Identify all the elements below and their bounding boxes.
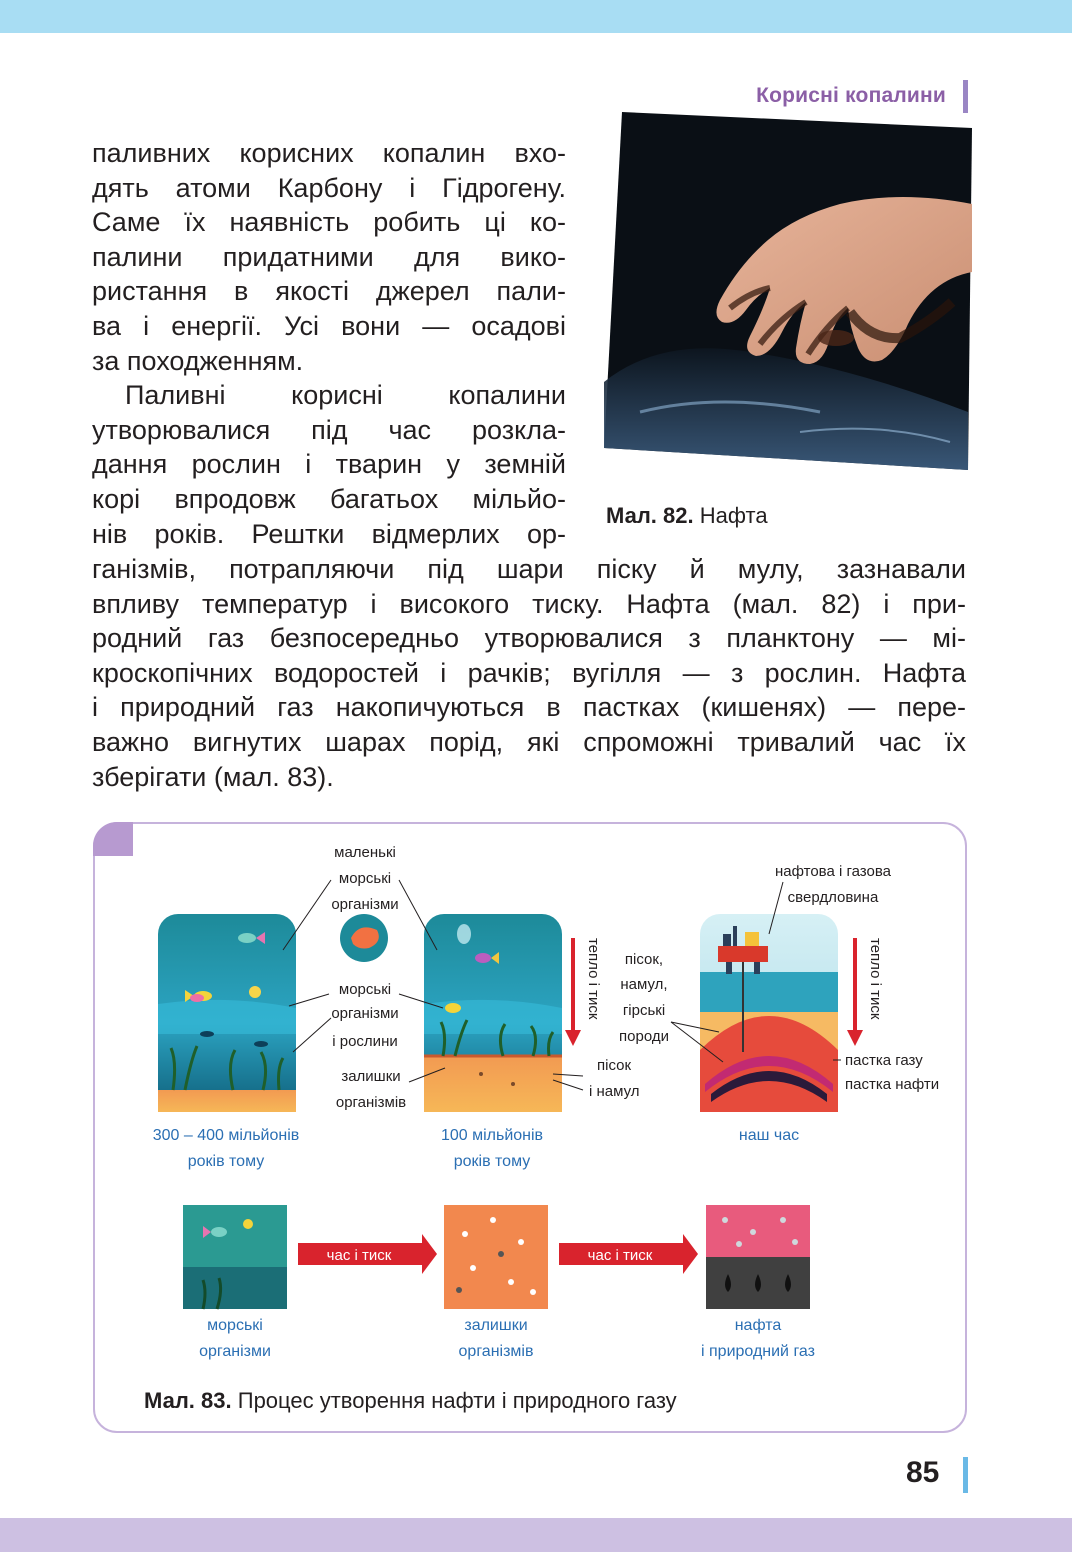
text-line: важно вигнутих шарах порід, які спроможні тривалий час їх (92, 726, 966, 757)
text-line: родний газ безпосередньо утворювалися з планктону — мі- (92, 623, 966, 654)
label-stage-1b: років тому (187, 1153, 265, 1170)
label-remains-1: залишки (341, 1068, 401, 1085)
stage-2-panel (424, 914, 562, 1112)
label-rocks-2: намул, (620, 976, 668, 993)
text-column-wide (92, 552, 966, 794)
text-line: дання рослин і тварин у земній (92, 449, 566, 480)
text-line: ристання в якості джерел пали- (92, 276, 566, 307)
label-organisms-plants-2: організми (331, 1005, 399, 1022)
figure-83-title: Процес утворення нафти і природного газу (237, 1388, 677, 1413)
text-line: дять атоми Карбону і Гідрогену. (92, 172, 566, 203)
text-line: ва і енергії. Усі вони — осадові (92, 310, 566, 341)
label-stage-2b: років тому (453, 1153, 531, 1170)
text-line: ганізмів, потрапляючи під шари піску й мулу, зазнавали (92, 554, 966, 584)
stage-1-panel (158, 914, 296, 1112)
page-number-bar (963, 1457, 968, 1493)
label-gas-trap: пастка газу (845, 1052, 923, 1069)
label-stage-1a: 300 – 400 мільйонів (152, 1127, 300, 1144)
stage-3-panel (700, 914, 838, 1112)
heat-pressure-label-2: тепло і тиск (867, 938, 884, 1020)
running-head: Корисні копалини (756, 84, 946, 107)
top-color-band (0, 0, 1072, 33)
bottom-box-oil-gas (706, 1205, 810, 1309)
heat-pressure-arrow-2 (847, 938, 863, 1046)
bottom-box-remains (444, 1205, 548, 1309)
label-stage-3: наш час (738, 1127, 800, 1144)
figure-83-number: Мал. 83. (144, 1388, 232, 1413)
figure-82-number: Мал. 82. (606, 503, 694, 528)
text-line: Саме їх наявність робить ці ко- (92, 207, 566, 238)
label-small-organisms-1: маленькі (334, 844, 396, 861)
heat-pressure-label-1: тепло і тиск (585, 938, 602, 1020)
label-rocks-3: гірські (622, 1002, 666, 1019)
bottom-color-band (0, 1518, 1072, 1552)
oil-hand-photo (600, 112, 974, 484)
label-rocks-1: пісок, (624, 951, 664, 968)
label-rocks-4: породи (619, 1028, 669, 1045)
text-line: паливних корисних копалин вхо- (92, 138, 566, 168)
figure-82-caption (606, 503, 768, 529)
oil-gas-formation-diagram (93, 822, 967, 1433)
label-bottom-3a: нафта (734, 1317, 782, 1334)
label-well-1: нафтова і газова (774, 863, 892, 880)
figure-82-title: Нафта (699, 503, 768, 528)
label-bottom-2a: залишки (464, 1317, 528, 1334)
label-remains-2: організмів (335, 1094, 407, 1111)
arrow-label-2: час і тиск (587, 1247, 653, 1264)
text-line: корі впродовж багатьох мільйо- (92, 483, 566, 514)
text-line: за походженням. (92, 345, 304, 376)
label-bottom-2b: організмів (458, 1343, 534, 1360)
text-line: палини придатними для вико- (92, 241, 566, 272)
label-bottom-1a: морські (207, 1317, 263, 1334)
text-line: і природний газ накопичуються в пастках (кишенях) — пере- (92, 692, 966, 723)
figure-83-caption (144, 1388, 677, 1414)
arrow-label-1: час і тиск (326, 1247, 392, 1264)
text-line: утворювалися під час розкла- (92, 414, 566, 445)
label-organisms-plants-1: морські (338, 981, 392, 998)
text-line: нів років. Рештки відмерлих ор- (92, 518, 566, 549)
label-small-organisms-2: морські (338, 870, 392, 887)
text-line: зберігати (мал. 83). (92, 761, 334, 792)
label-oil-trap: пастка нафти (845, 1076, 940, 1093)
bottom-box-sea (183, 1205, 287, 1309)
label-stage-2a: 100 мільйонів (440, 1127, 544, 1144)
paragraph-start-line: Паливні корисні копалини (125, 380, 566, 411)
label-bottom-1b: організми (199, 1343, 271, 1360)
label-organisms-plants-3: і рослини (332, 1033, 398, 1050)
label-well-2: свердловина (787, 889, 879, 906)
running-head-bar (963, 80, 968, 113)
text-line: кроскопічних водоростей і рачків; вугілля — з рослин. Нафта (92, 657, 966, 688)
page-number: 85 (906, 1456, 940, 1489)
label-small-organisms-3: організми (331, 896, 399, 913)
label-bottom-3b: і природний газ (701, 1343, 815, 1360)
label-sand-silt-1: пісок (597, 1057, 632, 1074)
text-line: впливу температур і високого тиску. Нафта (мал. 82) і при- (92, 588, 966, 619)
heat-pressure-arrow-1 (565, 938, 581, 1046)
text-column-narrow (92, 136, 566, 551)
label-sand-silt-2: і намул (589, 1083, 640, 1100)
